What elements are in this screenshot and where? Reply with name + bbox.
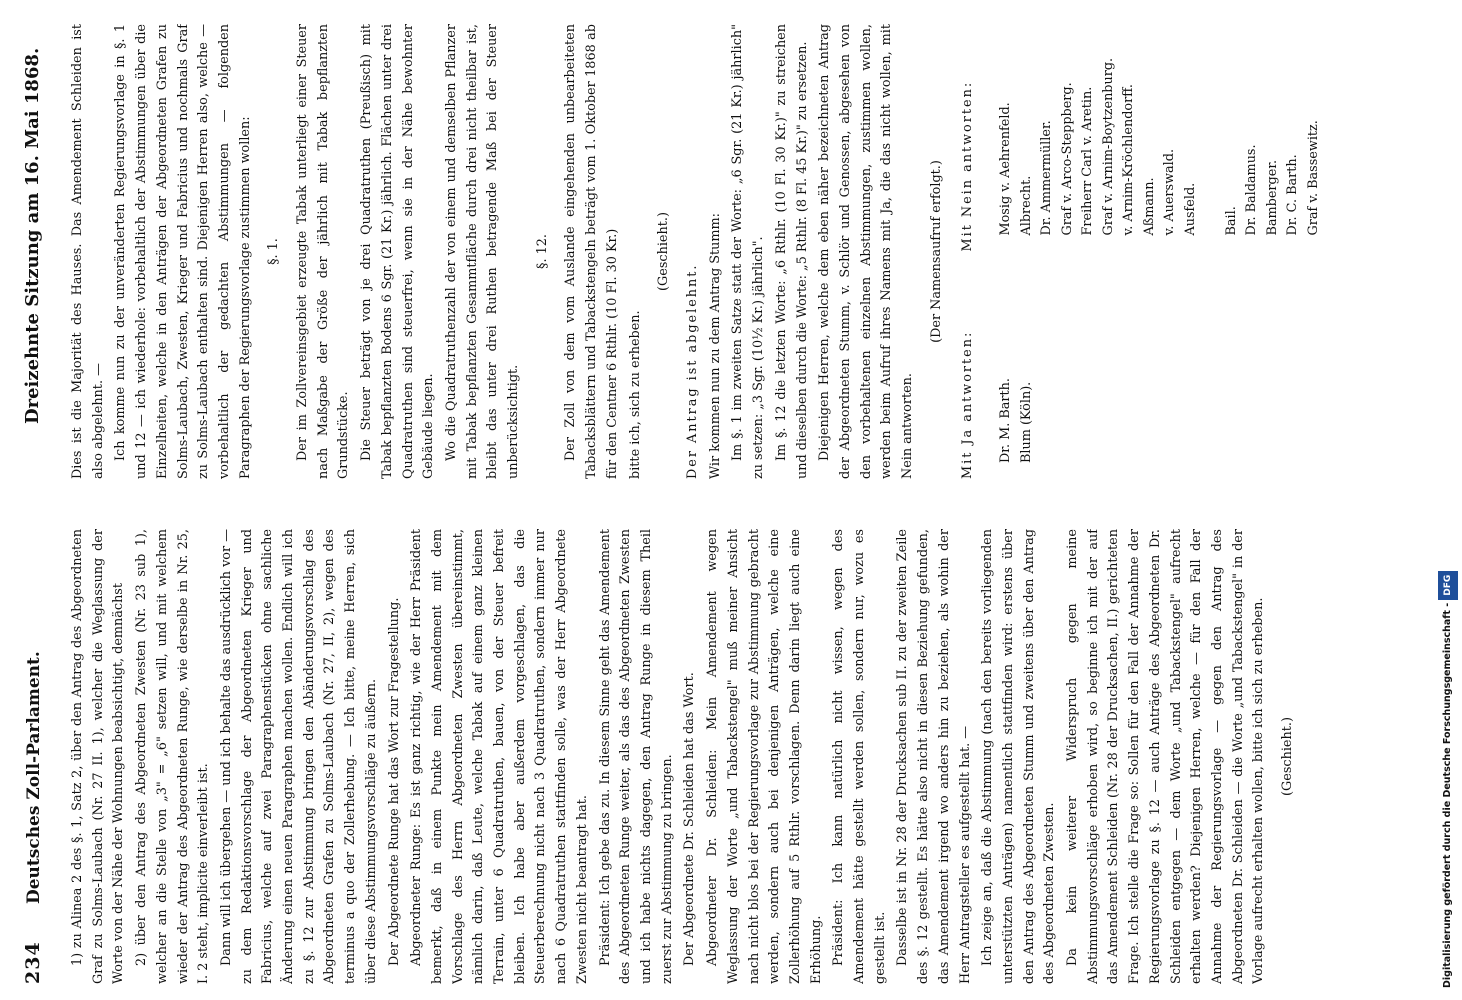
voter-name: v. Arnim-Kröchlendorff. [1121, 84, 1137, 236]
text-column-left [68, 529, 1424, 984]
paragraph: Der Abgeordnete Dr. Schleiden hat das Wort. [682, 672, 698, 966]
paragraph: Dasselbe ist in Nr. 28 der Drucksachen sub II. zu der zweiten Zeile des §. 12 gestellt. Es hätte also nicht in diesen Beziehung gefunden, das Amendement irgend wo anders hin zu beziehen, als wohin der Herr Antragsteller es aufgestellt hat. — [895, 529, 973, 984]
paragraph: 2) über den Antrag des Abgeordneten Zwesten (Nr. 23 sub 1), welcher an die Stelle von „3" = „6" setzen will, und mit welchem wieder der Antrag des Abgeordneten Runge, wie derselbe in Nr. 25, I. 2 steht, implicite einverleibt ist. [134, 529, 212, 984]
paragraph: Im §. 12 die letzten Worte: „6 Rthlr. (10 Fl. 30 Kr.)" zu streichen und dieselben durch die Worte: „5 Rthlr. (8 Fl. 45 Kr.)" zu ersetzen. [773, 24, 810, 479]
paragraph: Wir kommen nun zu dem Antrag Stumm: [707, 213, 723, 479]
vote-nein-list [996, 24, 1324, 252]
paragraph: Der Antrag ist abgelehnt. [684, 263, 700, 479]
voter-name: Ausfeld. [1182, 182, 1198, 236]
voter-name: Dr. Ammermüller. [1039, 120, 1055, 236]
session-title: Dreizehnte Sitzung am 16. Mai 1868. [22, 47, 43, 424]
voter-name: Graf v. Arnim-Boytzenburg. [1100, 57, 1116, 236]
vote-ja-column [957, 252, 1324, 480]
funding-text: Digitalisierung gefördert durch die Deutsche Forschungsgemeinschaft - [1442, 602, 1453, 988]
voter-name: Albrecht. [1018, 175, 1034, 236]
paragraph: Diejenigen Herren, welche dem eben näher bezeichneten Antrag der Abgeordneten Stumm, v. Schlör und Genossen, abgesehen von den vorbehaltenen einzelnen Abstimmungen, zustimmen wollen, werden beim Aufruf ihres Namens mit Ja, die das nicht wollen, mit Nein antworten. [817, 24, 916, 479]
running-title: Deutsches Zoll-Parlament. [24, 651, 44, 904]
voter-name: Aßmann. [1141, 177, 1157, 236]
voter-name: Dr. C. Barth. [1285, 154, 1301, 236]
dfg-logo: DFG [1438, 571, 1458, 600]
vote-ja-heading: Mit Ja antworten: [960, 330, 976, 479]
vote-nein-heading: Mit Nein antworten: [960, 80, 976, 252]
voter-name: Dr. M. Barth. [998, 378, 1014, 463]
paragraph: Dies ist die Majorität des Hauses. Das Amendement Schleiden ist also abgelehnt. — [70, 24, 106, 479]
page-header [16, 16, 66, 984]
vote-nein-column [957, 24, 1324, 252]
paragraph: Der Zoll von dem vom Auslande eingehenden unbearbeiteten Tabacksblättern und Tabackstengeln beträgt vom 1. Oktober 1868 ab für den Centner 6 Rthlr. (10 Fl. 30 Kr.) [563, 24, 620, 479]
page-number: 234 [22, 941, 44, 984]
text-column-right [68, 24, 1424, 479]
paragraph: Da kein weiterer Widerspruch gegen meine Abstimmungsvorschläge erhoben wird, so beginne ich mit der auf das Amendement Schleiden (Nr. 28 der Drucksachen, II.) gerichteten Frage. Ich stelle die Frage so: Sollen für den Fall der Annahme der Regierungsvorlage zu §. 12 — auch Anträge des Abgeordneten Dr. Schleiden entgegen — dem Worte „und Tabackstengel" aufrecht erhalten werden? Diejenigen Herren, welche — für den Fall der Annahme der Regierungsvorlage — gegen den Antrag des Abgeordneten Dr. Schleiden — die Worte „und Tabackstengel" in der Vorlage aufrecht erhalten wollen, bitte ich sich zu erheben. [1065, 529, 1267, 984]
voter-name [1201, 24, 1222, 252]
paragraph: 1) zu Alinea 2 des §. 1, Satz 2, über den Antrag des Abgeordneten Graf zu Solms-Laubach (Nr. 27 II. 1), welcher die Weglassung der Worte von der Nähe der Wohnungen beabsichtigt, demnächst [70, 529, 127, 984]
paragraph: Ich komme nun zu der unveränderten Regierungsvorlage in §. 1 und 12 — ich wiederhole: vorbehaltlich der Abstimmungen über die Einzelheiten, welche in den Anträgen der Abgeordneten Grafen zu Solms-Laubach, Zwesten, Krieger und Fabricius und nochmals Graf zu Solms-Laubach enthalten sind. Diejenigen Herren also, welche — vorbehaltlich der gedachten Abstimmungen — folgenden Paragraphen der Regierungsvorlage zustimmen wollen: [113, 24, 253, 479]
voter-name: Graf v. Bassewitz. [1305, 120, 1321, 236]
paragraph: Abgeordneter Runge: Es ist ganz richtig, wie der Herr Präsident bemerkt, daß in einem Punkte mein Amendement mit dem Vorschlage des Herrn Abgeordneten Zwesten übereinstimmt, nämlich darin, daß Leute, welche Tabak auf einem ganz kleinen Terrain, unter 6 Quadratruthen, bauen, von der Steuer befreit bleiben. Ich habe aber außerdem vorgeschlagen, das die Steuerberechnung nicht nach 3 Quadratruthen, sondern immer nur nach 6 Quadratruthen stattfinden solle, was der Herr Abgeordnete Zwesten nicht beantragt hat. [409, 529, 590, 984]
voter-name: Graf v. Arco-Steppberg. [1059, 82, 1075, 236]
section-heading: §. 12. [534, 234, 550, 269]
voter-name: Bamberger. [1264, 159, 1280, 236]
paragraph: Wo die Quadratruthenzahl der von einem und demselben Pflanzer mit Tabak bepflanzten Gesammtfläche durch drei nicht theilbar ist, bleibt das unter drei Ruthen betragende Maß bei der Steuer unberücksichtigt. [443, 24, 522, 479]
paragraph: Präsident: Ich gebe das zu. In diesem Sinne geht das Amendement des Abgeordneten Runge weiter, als das des Abgeordneten Zwesten und ich habe nichts dagegen, den Antrag Runge in diesem Theil zuerst zur Abstimmung zu bringen. [597, 529, 675, 984]
section-heading: §. 1. [266, 238, 282, 265]
vote-ja-list [996, 252, 1037, 480]
paragraph: bitte ich, sich zu erheben. [627, 310, 643, 479]
digitization-sidebar [1432, 0, 1462, 1000]
paragraph: Der Abgeordnete Runge hat das Wort zur Fragestellung. [386, 597, 402, 966]
paragraph: Im §. 1 im zweiten Satze statt der Worte: „6 Sgr. (21 Kr.) jährlich" zu setzen: „3 Sgr. (10½ Kr.) jährlich". [730, 24, 767, 479]
paragraph: Die Steuer beträgt von je drei Quadratruthen (Preußisch) mit Tabak bepflanzten Bodens 6 Sgr. (21 Kr.) jährlich. Flächen unter drei Quadratruthen sind steuerfrei, wenn sie in der Nähe bewohnter Gebäude liegen. [359, 24, 437, 479]
paragraph: Präsident: Ich kann natürlich nicht wissen, wegen des Amendement hätte gestellt werden sollen, sondern nur, wozu es gestellt ist. [831, 529, 888, 984]
vote-lists [957, 24, 1324, 479]
voter-name: Mosig v. Aehrenfeld. [998, 102, 1014, 236]
paragraph: Der im Zollvereinsgebiet erzeugte Tabak unterliegt einer Steuer nach Maßgabe der Größe der jährlich mit Tabak bepflanzten Grundstücke. [295, 24, 352, 479]
voter-name: Freiherr Carl v. Aretin. [1080, 86, 1096, 236]
voter-name: v. Auerswald. [1162, 148, 1178, 236]
funding-note [1438, 8, 1458, 988]
rotated-page-content [16, 16, 1424, 984]
voter-name: Bail. [1223, 206, 1239, 236]
stage-direction: (Geschieht.) [1280, 717, 1296, 796]
stage-direction: (Geschieht.) [656, 212, 672, 291]
paragraph: Dann will ich übergehen — und ich behalte das ausdrücklich vor — zu dem Redaktionsvorschlage der Abgeordneten Krieger und Fabricius, welche auf zwei Paragraphenstücken ohne sachliche Änderung einen neuen Paragraphen machen wollen. Endlich will ich zu §. 12 zur Abstimmung bringen den Abänderungsvorschlag des Abgeordneten Grafen zu Solms-Laubach (Nr. 27, II, 2), wegen des terminus a quo der Zollerhebung. — Ich bitte, meine Herren, sich über diese Abstimmungsvorschläge zu äußern. [218, 529, 379, 984]
stage-direction: (Der Namensaufruf erfolgt.) [928, 160, 944, 343]
voter-name: Dr. Baldamus. [1244, 144, 1260, 236]
paragraph: Abgeordneter Dr. Schleiden: Mein Amendement wegen Weglassung der Worte „und Tabackstengel" muß meiner Ansicht nach nicht blos bei der Regierungsvorlage zur Abstimmung gebracht werden, sondern auch bei denjenigen Anträgen, welche eine Zollerhöhung auf 5 Rthlr. vorschlagen. Denn darin liegt auch eine Erhöhung. [705, 529, 824, 984]
paragraph: Ich zeige an, daß die Abstimmung (nach den bereits vorliegenden unterstützten Anträgen) namentlich stattfinden wird: erstens über den Antrag des Abgeordneten Stumm und zweitens über den Antrag des Abgeordneten Zwesten. [980, 529, 1058, 984]
voter-name: Blum (Köln). [1018, 381, 1034, 463]
